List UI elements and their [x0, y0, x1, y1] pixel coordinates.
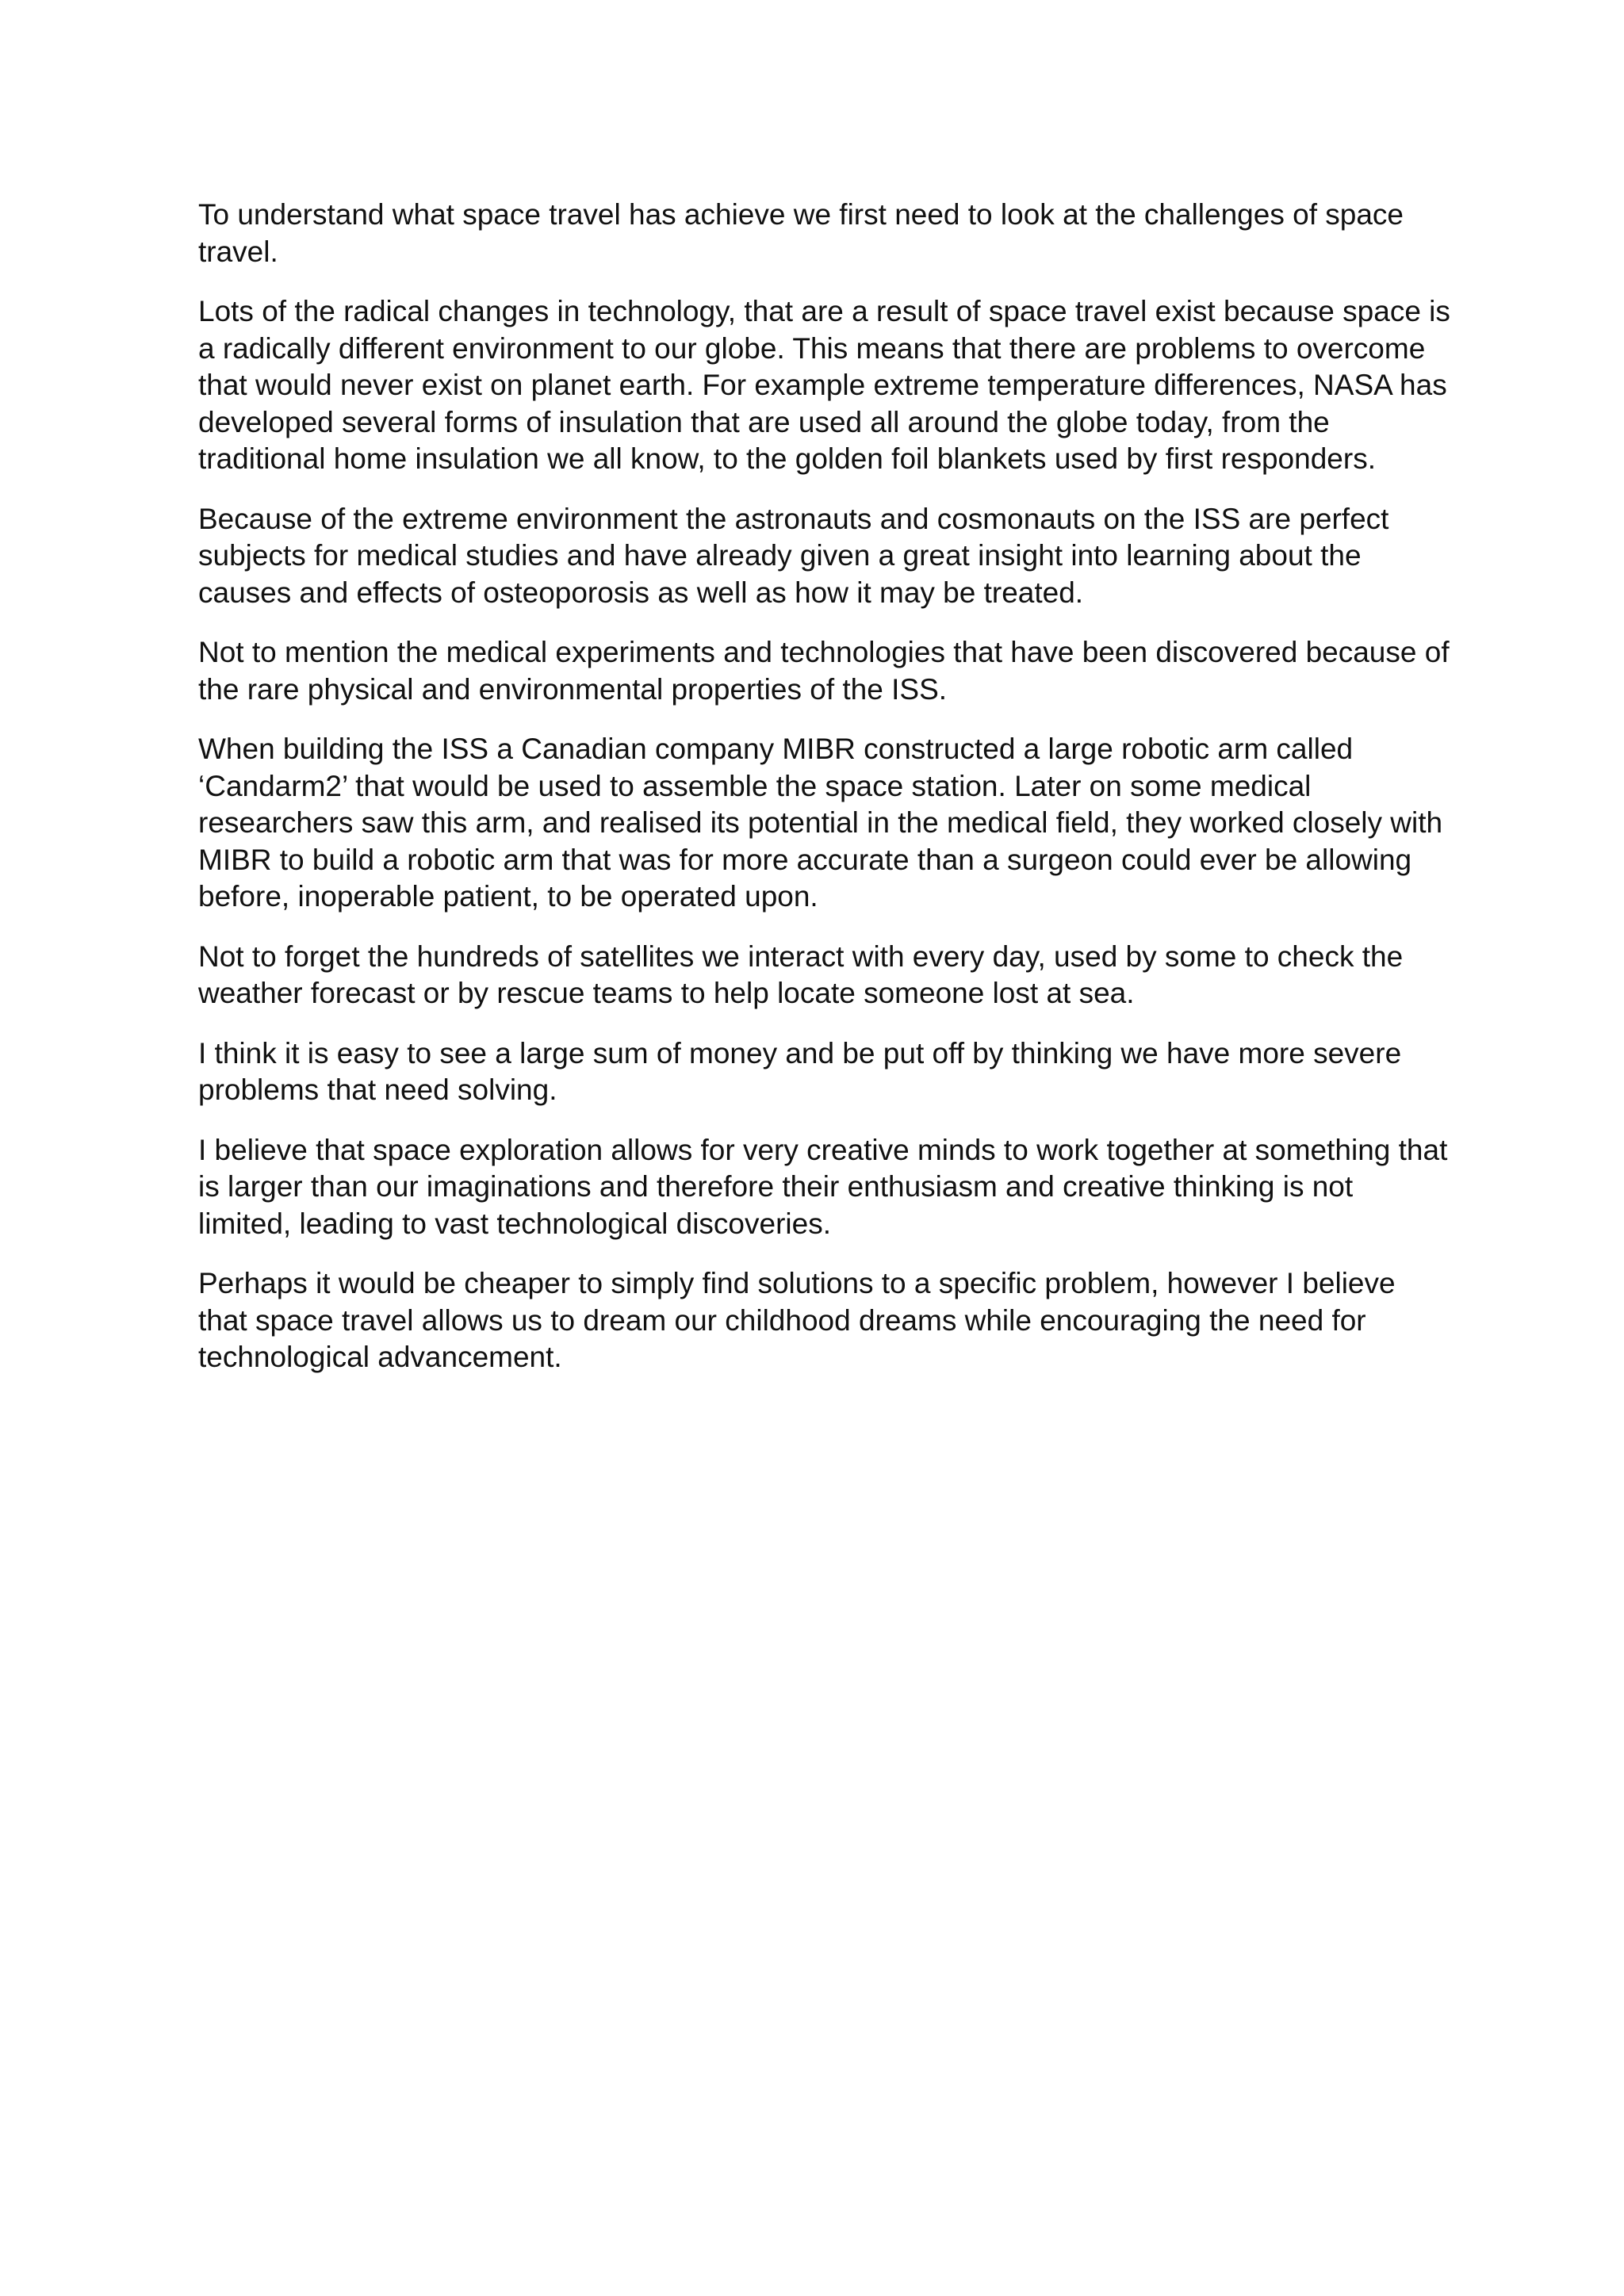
paragraph-2: Lots of the radical changes in technology, that are a result of space travel exist because space is a radically different environment to our globe. This means that there are problems to overcome that would never exist on planet earth. For example extreme temperature differences, NASA has developed several forms of insulation that are used all around the globe today, from the traditional home insulation we all know, to the golden foil blankets used by first responders. — [198, 295, 1450, 475]
paragraph-1: To understand what space travel has achieve we first need to look at the challenges of space travel. — [198, 198, 1404, 268]
paragraph-7: I think it is easy to see a large sum of money and be put off by thinking we have more severe problems that need solving. — [198, 1036, 1402, 1106]
paragraph-6: Not to forget the hundreds of satellites we interact with every day, used by some to check the weather forecast or by rescue teams to help locate someone lost at sea. — [198, 939, 1404, 1009]
paragraph-8: I believe that space exploration allows for very creative minds to work together at something that is larger than our imaginations and therefore their enthusiasm and creative thinking is not limited, leading to vast technological discoveries. — [198, 1133, 1448, 1240]
paragraph-9: Perhaps it would be cheaper to simply find solutions to a specific problem, however I believe that space travel allows us to dream our childhood dreams while encouraging the need for technological advancement. — [198, 1267, 1396, 1373]
paragraph-5: When building the ISS a Canadian company MIBR constructed a large robotic arm called ‘Candarm2’ that would be used to assemble the space station. Later on some medical researchers saw this arm, and realised its potential in the medical field, they worked closely with MIBR to build a robotic arm that was for more accurate than a surgeon could ever be allowing before, inoperable patient, to be operated upon. — [198, 733, 1443, 913]
paragraph-3: Because of the extreme environment the astronauts and cosmonauts on the ISS are perfect subjects for medical studies and have already given a great insight into learning about the causes and effects of osteoporosis as well as how it may be treated. — [198, 502, 1389, 609]
document-body — [198, 197, 1451, 1399]
paragraph-4: Not to mention the medical experiments and technologies that have been discovered because of the rare physical and environmental properties of the ISS. — [198, 636, 1450, 706]
